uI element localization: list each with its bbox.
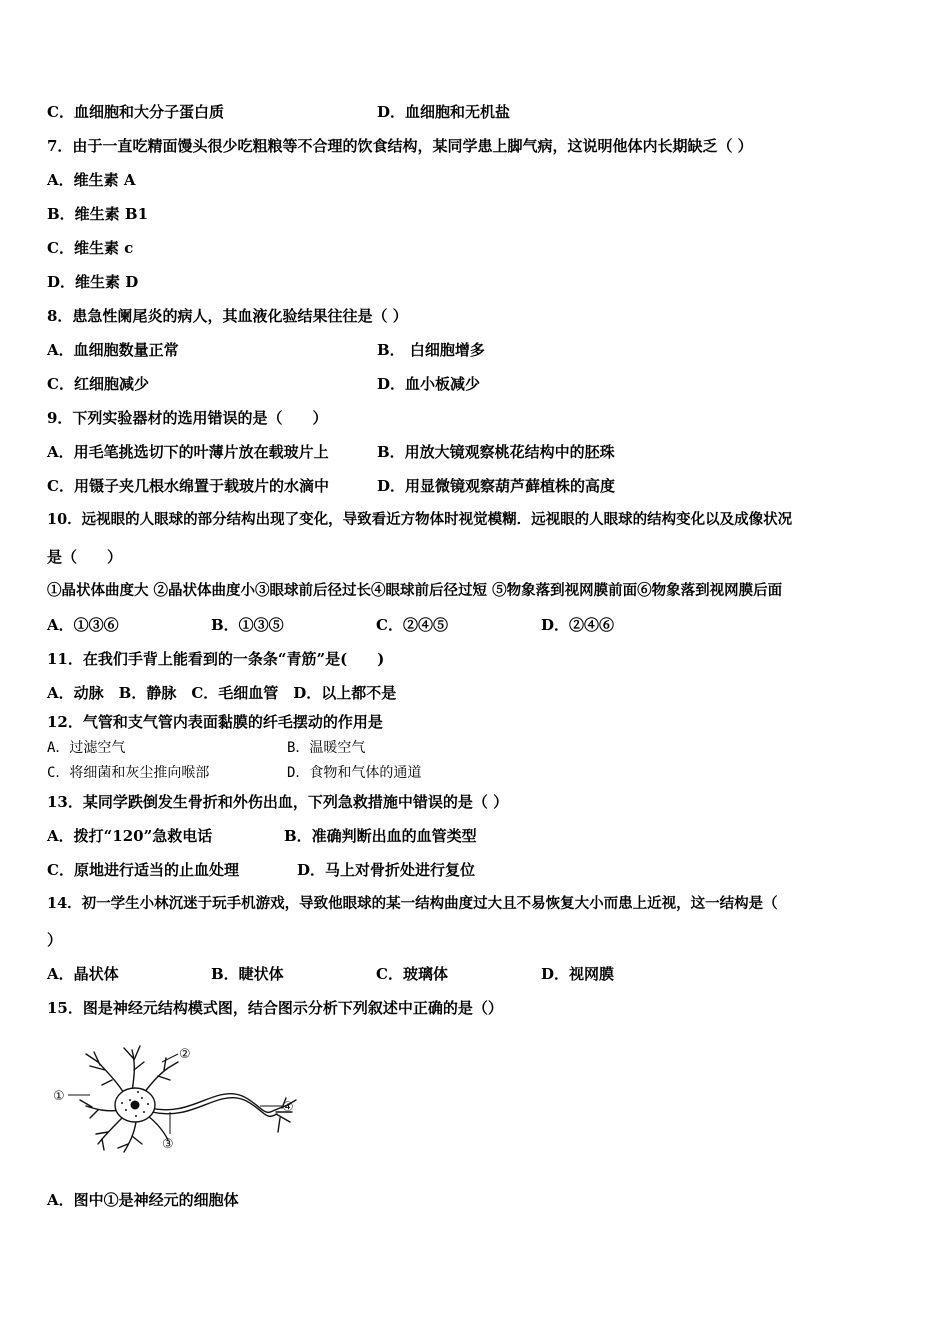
q12-option-a: A．过滤空气 — [47, 740, 126, 756]
q11-options: A．动脉 B．静脉 C．毛细血管 D．以上都不是 — [47, 684, 397, 702]
q12-option-c: C．将细菌和灰尘推向喉部 — [47, 765, 210, 781]
q9-stem: 9．下列实验器材的选用错误的是（ ） — [47, 409, 328, 427]
q7-option-c: C．维生素 c — [47, 239, 134, 257]
q13-option-b: B．准确判断出血的血管类型 — [284, 827, 477, 845]
q15-stem: 15．图是神经元结构模式图，结合图示分析下列叙述中正确的是（） — [47, 999, 503, 1017]
q14-option-b: B．睫状体 — [211, 965, 284, 983]
q9-option-a: A．用毛笔挑选切下的叶薄片放在载玻片上 — [47, 443, 329, 461]
q10-items: ①晶状体曲度大 ②晶状体曲度小③眼球前后径过长④眼球前后径过短 ⑤物象落到视网膜前面⑥物象落到视网膜后面 — [47, 582, 783, 599]
label-4: ④ — [282, 1100, 294, 1115]
q8-stem: 8．患急性阑尾炎的病人，其血液化验结果往往是（ ） — [47, 307, 408, 325]
q7-option-a: A．维生素 A — [47, 171, 136, 189]
q14-option-d: D．视网膜 — [541, 965, 615, 983]
label-3: ③ — [162, 1137, 174, 1152]
q10-stem-line1: 10．远视眼的人眼球的部分结构出现了变化，导致看近方物体时视觉模糊．远视眼的人眼球的结构变化以及成像状况 — [47, 511, 793, 528]
q7-stem: 7．由于一直吃精面馒头很少吃粗粮等不合理的饮食结构，某同学患上脚气病，这说明他体内长期缺乏（ ） — [47, 137, 753, 155]
q8-option-d: D．血小板减少 — [377, 375, 481, 393]
neuron-diagram — [50, 1040, 310, 1160]
q6-option-c: C．血细胞和大分子蛋白质 — [47, 103, 224, 121]
q14-option-a: A．晶状体 — [47, 965, 119, 983]
label-1: ① — [53, 1089, 65, 1104]
q10-stem-line2: 是（ ） — [47, 548, 123, 566]
q14-option-c: C．玻璃体 — [376, 965, 448, 983]
q12-stem: 12．气管和支气管内表面黏膜的纤毛摆动的作用是 — [47, 713, 383, 731]
q11-stem: 11．在我们手背上能看到的一条条“青筋”是( ) — [47, 650, 385, 668]
q13-option-c: C．原地进行适当的止血处理 — [47, 861, 239, 879]
q7-option-b: B．维生素 B1 — [47, 205, 149, 223]
q9-option-d: D．用显微镜观察葫芦藓植株的高度 — [377, 477, 616, 495]
label-2: ② — [179, 1047, 191, 1062]
q14-stem-line2: ） — [47, 931, 63, 949]
q6-option-d: D．血细胞和无机盐 — [377, 103, 511, 121]
q12-option-b: B．温暖空气 — [287, 740, 366, 756]
q9-option-c: C．用镊子夹几根水绵置于载玻片的水滴中 — [47, 477, 329, 495]
q10-option-b: B．①③⑤ — [211, 616, 284, 634]
q10-option-d: D．②④⑥ — [541, 616, 615, 634]
q7-option-d: D．维生素 D — [47, 273, 139, 291]
nucleus — [131, 1101, 140, 1110]
q9-option-b: B．用放大镜观察桃花结构中的胚珠 — [377, 443, 615, 461]
q14-stem-line1: 14．初一学生小林沉迷于玩手机游戏，导致他眼球的某一结构曲度过大且不易恢复大小而患上近视，这一结构是（ — [47, 895, 778, 912]
q13-option-d: D．马上对骨折处进行复位 — [297, 861, 476, 879]
q13-option-a: A．拨打“120”急救电话 — [47, 827, 213, 845]
q10-option-c: C．②④⑤ — [376, 616, 448, 634]
q8-option-b: B． 白细胞增多 — [377, 341, 485, 359]
q13-stem: 13．某同学跌倒发生骨折和外伤出血，下列急救措施中错误的是（ ） — [47, 793, 509, 811]
q12-option-d: D．食物和气体的通道 — [287, 765, 422, 781]
q10-option-a: A．①③⑥ — [47, 616, 119, 634]
q8-option-a: A．血细胞数量正常 — [47, 341, 179, 359]
q8-option-c: C．红细胞减少 — [47, 375, 149, 393]
q15-option-a: A．图中①是神经元的细胞体 — [47, 1191, 239, 1209]
